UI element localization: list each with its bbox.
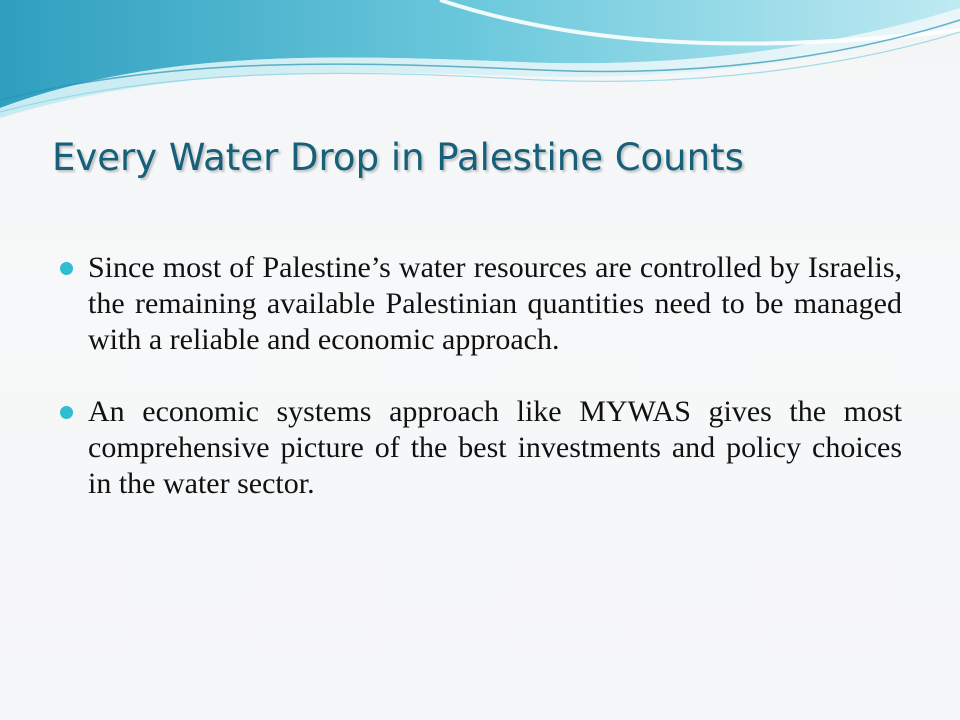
bullet-item	[60, 394, 902, 502]
slide-title: Every Water Drop in Palestine Counts	[52, 136, 744, 179]
bullet-dot-icon	[60, 406, 73, 419]
header-wave-decoration	[0, 0, 960, 130]
bullet-item	[60, 250, 902, 358]
bullet-list	[60, 250, 902, 538]
bullet-text: An economic systems approach like MYWAS gives the most comprehensive picture of the best investments and policy choices in the water sector.	[88, 395, 902, 500]
bullet-text: Since most of Palestine’s water resources are controlled by Israelis, the remaining available Palestinian quantities need to be managed with a reliable and economic approach.	[88, 251, 902, 356]
bullet-dot-icon	[60, 262, 73, 275]
